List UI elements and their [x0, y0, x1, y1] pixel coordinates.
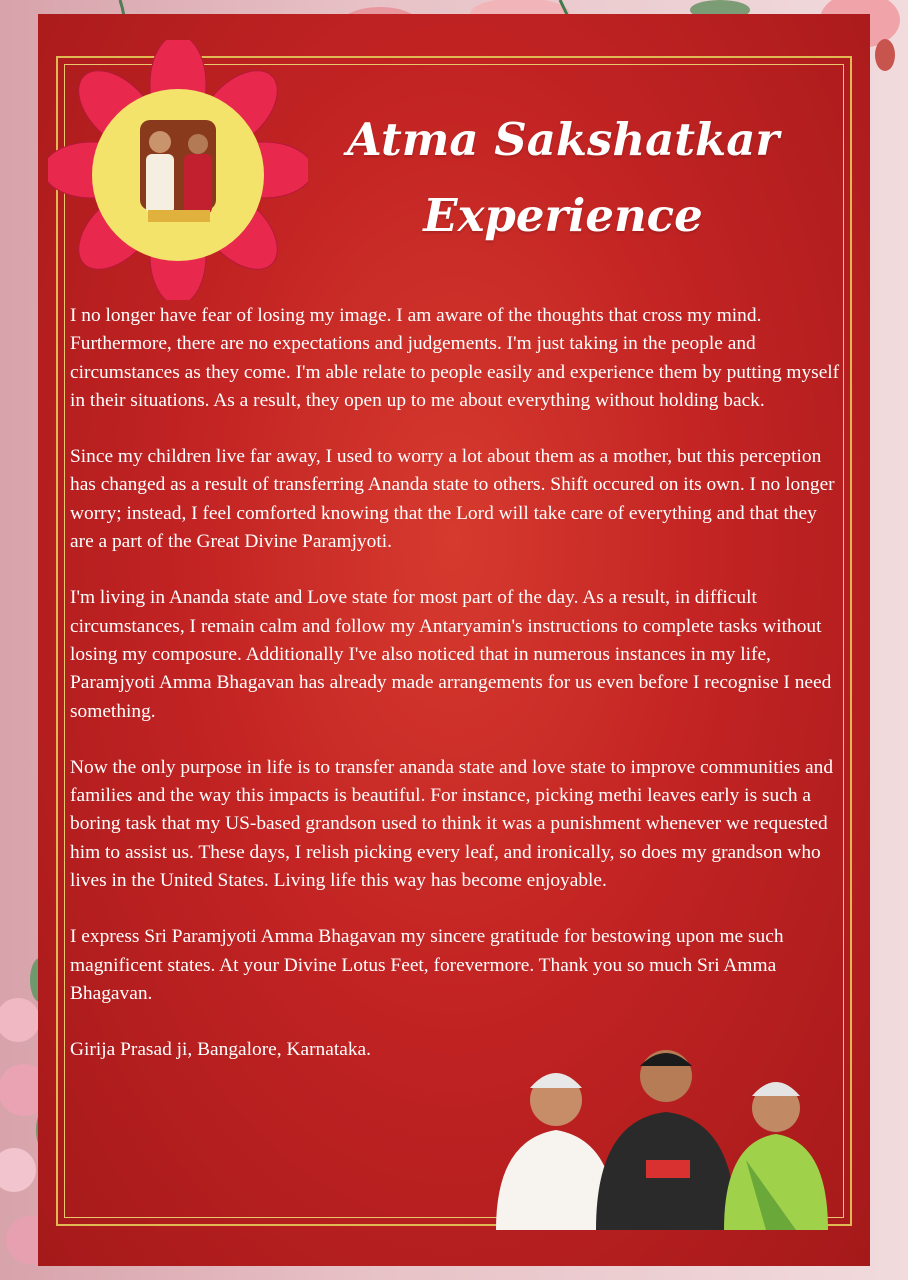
paragraph-1: I no longer have fear of losing my image. I am aware of the thoughts that cross my mind. Furthermore, there are no expectations and judgements. I'm just taking in the people and circumstances as they come. I'm able relate to people easily and experience them by putting myself in their situations. As a result, they open up to me about everything without holding back. [70, 305, 840, 411]
family-group-photo [486, 1040, 836, 1230]
guru-photo-badge [48, 40, 308, 300]
title-line-1: Atma Sakshatkar [346, 113, 780, 166]
page-title [318, 102, 808, 254]
guru-couple-image [140, 120, 216, 222]
paragraph-2: Since my children live far away, I used to worry a lot about them as a mother, but this perception has changed as a result of transferring Ananda state to others. Shift occured on its own. I no longer worry; instead, I feel comforted knowing that the Lord will take care of everything and that they are a part of the Great Divine Paramjyoti. [70, 446, 835, 553]
testimony-body [70, 302, 840, 1093]
paragraph-3: I'm living in Ananda state and Love state for most part of the day. As a result, in difficult circumstances, I remain calm and follow my Antaryamin's instructions to complete tasks without losing my composure. Additionally I've also noticed that in numerous instances in my life, Paramjyoti Amma Bhagavan has already made arrangements for us even before I recognise I need something. [70, 587, 832, 722]
paragraph-4: Now the only purpose in life is to transfer ananda state and love state to improve communities and families and the way this impacts is beautiful. For instance, picking methi leaves early is such a boring task that my US-based grandson used to think it was a punishment whenever we requested him to assist us. These days, I relish picking every leaf, and ironically, so does my grandson who lives in the United States. Living life this way has become enjoyable. [70, 756, 834, 892]
title-line-2: Experience [423, 189, 703, 242]
testimony-poster [38, 14, 870, 1266]
paragraph-5: I express Sri Paramjyoti Amma Bhagavan my sincere gratitude for bestowing upon me such magnificent states. At your Divine Lotus Feet, forevermore. Thank you so much Sri Amma Bhagavan. [70, 926, 784, 1004]
signature: Girija Prasad ji, Bangalore, Karnataka. [70, 1039, 371, 1061]
